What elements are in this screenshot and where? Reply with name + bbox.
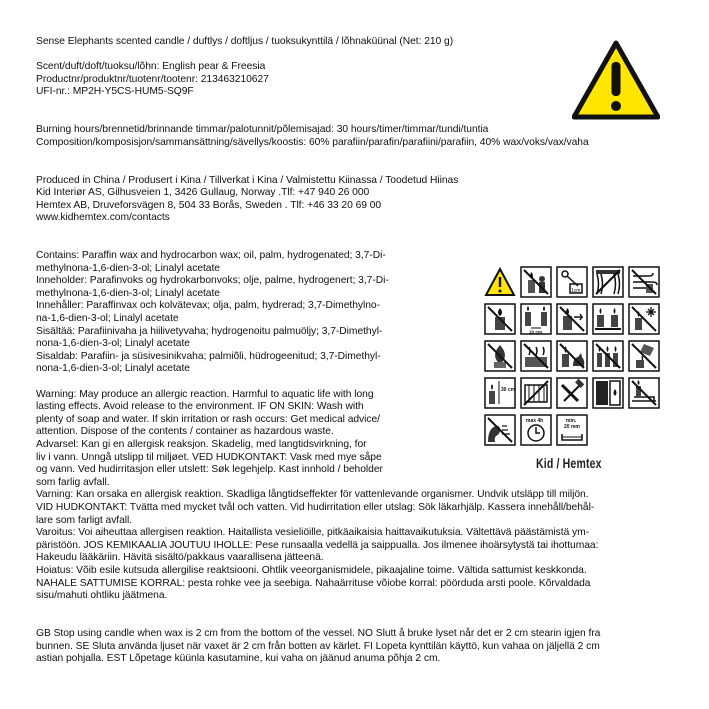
no-curtains-icon <box>592 266 624 298</box>
no-children-candle-icon <box>520 266 552 298</box>
burning-hours: Burning hours/brennetid/brinnande timmar/palotunnit/põlemisajad: 30 hours/timer/timmar/tundi/tuntia <box>36 124 489 136</box>
distance-30cm-icon <box>484 377 516 409</box>
wick-trim-icon <box>556 266 588 298</box>
product-title: Sense Elephants scented candle / duftlys / doftljus / tuoksukynttilä / lõhnaküünal (Net: 210 g) <box>36 36 454 47</box>
warning-gb-1: Warning: May produce an allergic reaction. Harmful to aquatic life with long <box>36 388 374 400</box>
min-wax-icon <box>556 414 588 446</box>
warning-fi-1: Varoitus: Voi aiheuttaa allergisen reaktion. Haitallista vesieliöille, pitkäaikaisia haittavaikutuksia. Vältettävä päästämistä ym- <box>36 527 590 539</box>
contents-gb-2: methylnona-1,6-dien-3-ol; Linalyl acetate <box>36 262 220 274</box>
no-draft-icon <box>628 266 660 298</box>
stop-use-3: astian pohjalla. EST Lõpetage küünla kasutamine, kui vaha on jäänud anuma põhja 2 cm. <box>36 653 441 665</box>
ufi-number: UFI-nr.: MP2H-Y5CS-HUM5-SQ9F <box>36 86 194 98</box>
distance-candles-icon <box>520 303 552 335</box>
contents-ee-1: Sisaldab: Parafiin- ja süsivesinikvaha; palmiõli, hüdrogeenitud; 3,7-Dimethyl- <box>36 350 381 362</box>
contents-se-1: Innehåller: Paraffinvax och kolvätevax; olja, palm, hydrerad; 3,7-Dimethylno- <box>36 300 380 312</box>
product-number: Productnr/produktnr/tuotenr/tootenr: 213463210627 <box>36 73 269 85</box>
label-min: min. 20 mm <box>564 418 580 430</box>
brand-logo: Kid / Hemtex <box>536 456 602 471</box>
contents-gb-1: Contains: Paraffin wax and hydrocarbon wax; oil, palm, hydrogenated; 3,7-Di- <box>36 250 386 262</box>
no-flammable-near-icon <box>484 340 516 372</box>
warning-no-1: Advarsel: Kan gi en allergisk reaksjon. Skadelig, med langtidsvirkning, for <box>36 439 367 450</box>
no-unattended-icon <box>484 303 516 335</box>
contents-no-2: methylnona-1,6-dien-3-ol; Linalyl acetate <box>36 287 220 299</box>
warning-fi-2: päristöön. JOS KEMIKAALIA JOUTUU IHOLLE: Pese runsaalla vedellä ja saippualla. Jos ilmenee ihoärsytystä tai ihottumaa: <box>36 539 599 551</box>
warning-no-4: som farlig avfall. <box>36 476 110 488</box>
no-water-extinguish-icon <box>628 340 660 372</box>
no-moving-icon <box>556 303 588 335</box>
stable-surface-icon <box>592 303 624 335</box>
no-tools-icon <box>556 377 588 409</box>
warning-ee-3: sisu/mahuti ohtliku jäätmena. <box>36 590 168 602</box>
warning-gb-3: plenty of soap and water. If skin irritation or rash occurs: Get medical advice/ <box>36 413 380 425</box>
warning-ee-1: Hoiatus: Võib esile kutsuda allergilise reaktsiooni. Ohtlik veeorganismidele, pikaajaline toime. Vältida sattumist keskkonda. <box>36 564 587 576</box>
warning-ee-2: NAHALE SATTUMISE KORRAL: pesta rohke vee ja seebiga. Nahaärrituse võiobe korral: pöörduda arsti poole. Kõrvaldada <box>36 577 591 589</box>
warning-se-3: lare som farligt avfall. <box>36 514 133 526</box>
no-heat-radiator-icon <box>520 377 552 409</box>
hemtex-address: Hemtex AB, Druveforsvägen 8, 504 33 Borås, Sweden . Tlf: +46 33 20 69 00 <box>36 199 382 211</box>
label-30cm: 30 cm <box>501 387 516 393</box>
warning-no-2: liv i vann. Unngå utslipp til miljøet. VED HUDKONTAKT: Vask med mye såpe <box>36 451 382 463</box>
contents-no-1: Inneholder: Parafinvoks og hydrokarbonvoks; olje, palme, hydrogenert; 3,7-Di- <box>36 275 389 287</box>
no-burn-whole-icon <box>592 340 624 372</box>
produced-in: Produced in China / Produsert i Kina / Tillverkat i Kina / Valmistettu Kiinassa / Toodetud Hiinas <box>36 174 459 186</box>
contents-fi-2: nona-1,6-dien-3-ol; Linalyl acetate <box>36 338 190 350</box>
contents-ee-2: nona-1,6-dien-3-ol; Linalyl acetate <box>36 363 190 375</box>
scent-line: Scent/duft/doft/tuoksu/lõhn: English pear & Freesia <box>36 61 266 73</box>
no-bed-icon <box>628 377 660 409</box>
no-candle-on-flammable-icon <box>628 303 660 335</box>
contents-se-2: na-1,6-dien-3-ol; Linalyl acetate <box>36 313 179 325</box>
composition: Composition/komposisjon/sammansättning/sävellys/koostis: 60% parafiin/parafin/parafiini/parafiin, 40% wax/voks/vax/vaha <box>36 136 589 148</box>
warning-no-3: og vann. Ved hudirritasjon eller utslett: Søk legehjelp. Kast innhold / beholder <box>36 464 383 476</box>
kid-interior-address: Kid Interiør AS, Gilhusveien 1, 3426 Gullaug, Norway .Tlf: +47 940 26 000 <box>36 187 370 199</box>
no-heat-source-icon <box>520 340 552 372</box>
max-burn-time-icon <box>520 414 552 446</box>
website-link: www.kidhemtex.com/contacts <box>36 212 170 224</box>
no-pets-icon <box>556 340 588 372</box>
no-window-icon <box>592 377 624 409</box>
warning-se-2: VID HUDKONTAKT: Tvätta med mycket tvål och vatten. Vid hudirritation eller utslag: Sök läkarhjälp. Kassera innehåll/behål- <box>36 501 595 513</box>
warning-gb-4: attention. Dispose of the contents / container as hazardous waste. <box>36 426 334 438</box>
warning-gb-2: lasting effects. Avoid release to the environment. IF ON SKIN: Wash with <box>36 401 364 413</box>
warning-se-1: Varning: Kan orsaka en allergisk reaktion. Skadliga långtidseffekter för vattenlevande organismer. Undvik utsläpp till miljön. <box>36 489 589 501</box>
label-max-4h: max 4h <box>526 418 544 424</box>
no-blow-out-icon <box>484 414 516 446</box>
contents-fi-1: Sisältää: Parafiinivaha ja hiilivetyvaha; hydrogenoitu palmuöljy; 3,7-Dimethyl- <box>36 325 383 337</box>
label-10cm: 10 cm <box>529 329 543 335</box>
stop-use-2: bunnen. SE Sluta använda ljuset när vaxet är 2 cm från botten av kärlet. FI Lopeta kynttilän käyttö, kun vahaa on jäljellä 2 cm <box>36 640 600 652</box>
small-warning-icon <box>484 266 516 298</box>
warning-fi-3: Hakeudu lääkäriin. Hävitä sisältö/pakkaus vaarallisena jätteenä. <box>36 552 324 564</box>
stop-use-1: GB Stop using candle when wax is 2 cm from the bottom of the vessel. NO Slutt å bruke lyset når det er 2 cm stearin igjen fra <box>36 627 601 639</box>
label-1cm: 1cm <box>571 288 581 294</box>
